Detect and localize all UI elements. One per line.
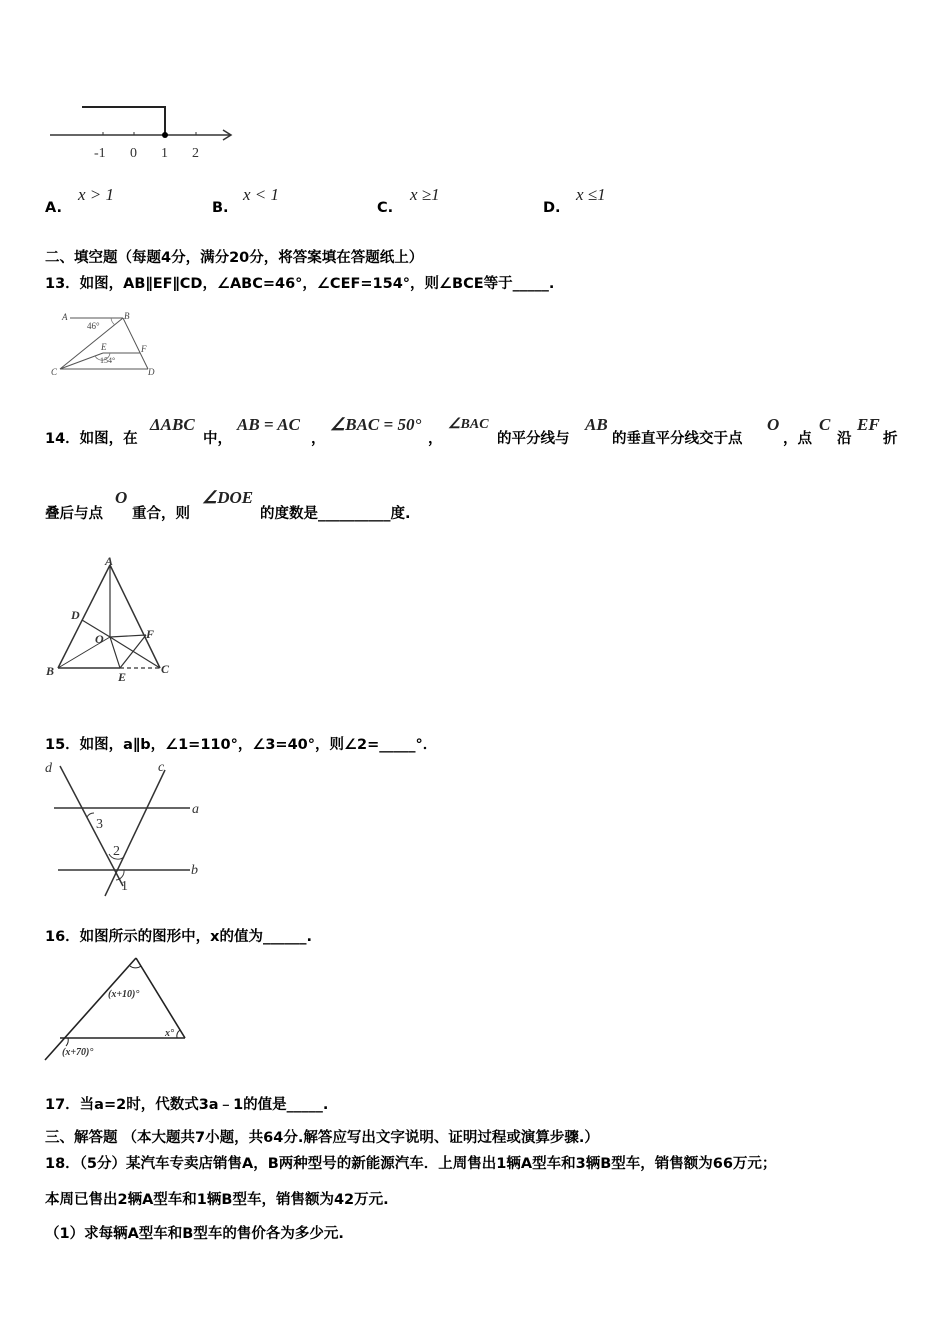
- q14-figure: [42, 555, 182, 685]
- label-d: D: [71, 608, 80, 622]
- q14-math-o: O: [115, 488, 128, 507]
- side-right: [136, 958, 185, 1038]
- angle-arc-left: [66, 1038, 68, 1046]
- label-e: E: [101, 342, 107, 352]
- q14-line-1: [45, 415, 905, 451]
- label-angle-46: 46°: [87, 321, 100, 331]
- option-b-label[interactable]: B.: [212, 200, 229, 216]
- q14-text: 的垂直平分线交于点: [612, 431, 743, 447]
- tick-label: 2: [192, 146, 199, 161]
- option-a-expr: x > 1: [78, 185, 115, 204]
- q14-text: 的度数是__________度.: [260, 506, 411, 522]
- q18-line-1: 18．（5分）某汽车专卖店销售A，B两种型号的新能源汽车．上周售出1辆A型车和3辆B型车，销售额为66万元；: [45, 1156, 777, 1172]
- label-b: b: [191, 863, 198, 878]
- line-d: [60, 766, 123, 886]
- label-a: A: [62, 312, 68, 322]
- label-angle-154: 154°: [100, 356, 116, 365]
- label-right-angle: x°: [165, 1028, 174, 1039]
- section-3-title: 三、解答题 （本大题共7小题，共64分.解答应写出文字说明、证明过程或演算步骤.）: [45, 1130, 599, 1146]
- option-d-label[interactable]: D.: [543, 200, 561, 216]
- label-a: A: [105, 555, 114, 568]
- option-b-expr: x < 1: [243, 185, 280, 204]
- q16-figure: [40, 950, 200, 1065]
- tick-label: 0: [130, 146, 137, 161]
- q15-figure: [40, 758, 210, 898]
- q14-math-c: C: [819, 415, 831, 434]
- label-top-angle: (x+10)°: [108, 989, 140, 1000]
- q14-math-doe: ∠DOE: [202, 488, 254, 507]
- label-f: F: [141, 344, 147, 354]
- section-2-title: 二、填空题（每题4分，满分20分，将答案填在答题纸上）: [45, 250, 424, 266]
- q14-math-bac: ∠BAC: [448, 417, 489, 432]
- label-c: C: [51, 367, 58, 377]
- q14-text: ，点: [783, 431, 812, 447]
- label-3: 3: [96, 817, 103, 832]
- label-c: c: [158, 760, 165, 775]
- q14-text: 折: [883, 431, 898, 447]
- label-b: B: [124, 311, 130, 321]
- q14-text: 重合，则: [132, 506, 190, 522]
- q14-text: ，: [311, 431, 326, 447]
- q14-text: 中，: [203, 431, 232, 447]
- solid-point: [162, 132, 168, 138]
- label-a: a: [192, 802, 199, 817]
- q14-math-angle: ∠BAC = 50°: [330, 415, 422, 434]
- q16-text: 16．如图所示的图形中，x的值为______.: [45, 929, 313, 945]
- label-o: O: [95, 632, 104, 646]
- number-line-figure: [45, 100, 245, 165]
- label-f: F: [146, 627, 155, 641]
- q18-line-3: （1）求每辆A型车和B型车的售价各为多少元.: [45, 1226, 344, 1242]
- tick-label: 1: [161, 146, 168, 161]
- label-e: E: [118, 670, 127, 684]
- label-2: 2: [113, 844, 120, 859]
- q14-prefix: 14．如图，在: [45, 431, 138, 447]
- line-ce: [60, 353, 103, 369]
- angle-arc-3: [87, 813, 94, 817]
- label-left-angle: (x+70)°: [62, 1047, 94, 1058]
- line-fe: [120, 635, 146, 668]
- option-c-label[interactable]: C.: [377, 200, 394, 216]
- option-d-expr: x ≤1: [576, 185, 606, 204]
- q13-text: 13．如图，AB∥EF∥CD，∠ABC=46°，∠CEF=154°，则∠BCE等于_____.: [45, 276, 555, 292]
- tick-label: -1: [94, 146, 106, 161]
- option-a-label[interactable]: A.: [45, 200, 62, 216]
- angle-arc-46: [111, 318, 115, 325]
- line-c: [105, 770, 165, 896]
- q18-line-2: 本周已售出2辆A型车和1辆B型车，销售额为42万元.: [45, 1192, 389, 1208]
- q14-text: 沿: [837, 431, 852, 447]
- q14-text: 叠后与点: [45, 506, 103, 522]
- option-c-expr: x ≥1: [410, 185, 440, 204]
- q14-math-o: O: [767, 415, 780, 434]
- angle-arc-right: [177, 1030, 180, 1038]
- q14-math-ab-ac: AB = AC: [237, 415, 300, 434]
- q14-math-triangle: ΔABC: [150, 415, 195, 434]
- q13-figure: [48, 308, 168, 386]
- q14-text: 的平分线与: [497, 431, 570, 447]
- label-d: d: [45, 761, 52, 776]
- label-d: D: [148, 367, 155, 377]
- solution-bracket: [82, 107, 165, 135]
- q14-text: ，: [428, 431, 443, 447]
- label-1: 1: [121, 879, 128, 894]
- q14-math-ef: EF: [857, 415, 880, 434]
- label-c: C: [161, 662, 170, 676]
- q14-line-2: [45, 488, 545, 524]
- q15-text: 15．如图，a∥b，∠1=110°，∠3=40°，则∠2=_____°．: [45, 737, 438, 753]
- q17-text: 17．当a=2时，代数式3a﹣1的值是_____.: [45, 1097, 329, 1113]
- q14-math-ab: AB: [585, 415, 608, 434]
- angle-arc-top: [130, 966, 141, 968]
- side-left: [45, 958, 136, 1060]
- label-b: B: [46, 664, 55, 678]
- line-of: [110, 635, 146, 637]
